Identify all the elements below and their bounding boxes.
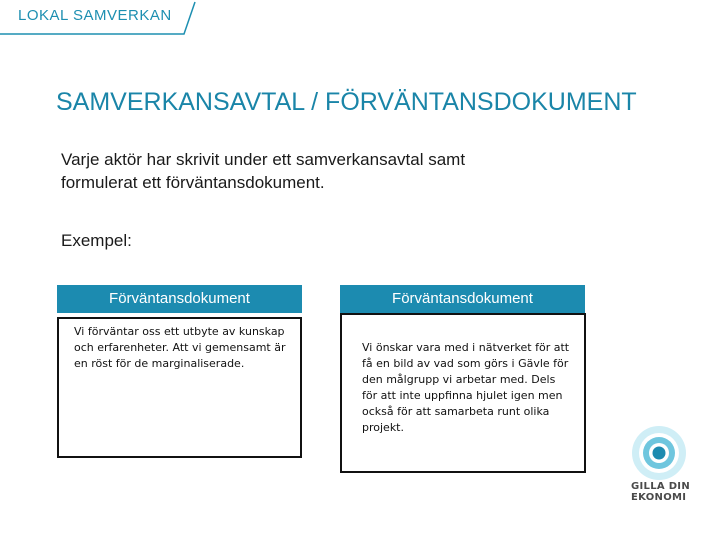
section-label: LOKAL SAMVERKAN — [18, 7, 172, 24]
document-heading: Förväntansdokument — [57, 285, 302, 313]
logo-line-2: EKONOMI — [631, 492, 687, 503]
document-box — [57, 317, 302, 458]
document-box — [340, 313, 586, 473]
intro-text: Varje aktör har skrivit under ett samverkansavtal samt formulerat ett förväntansdokument. — [61, 150, 466, 192]
document-body: Vi förväntar oss ett utbyte av kunskap och erfarenheter. Att vi gemensamt är en röst för de marginaliserade. — [74, 325, 286, 370]
logo-line-1: GILLA DIN — [631, 481, 690, 492]
example-label: Exempel: — [61, 231, 132, 250]
logo-wordmark — [631, 481, 691, 503]
document-body: Vi önskar vara med i nätverket för att få en bild av vad som görs i Gävle för den målgrupp vi arbetar med. Dels för att inte uppfinna hjulet igen men också för att samarbeta runt olika projekt. — [362, 341, 570, 434]
page-title: SAMVERKANSAVTAL / FÖRVÄNTANSDOKUMENT — [56, 88, 637, 116]
document-heading: Förväntansdokument — [340, 285, 585, 313]
